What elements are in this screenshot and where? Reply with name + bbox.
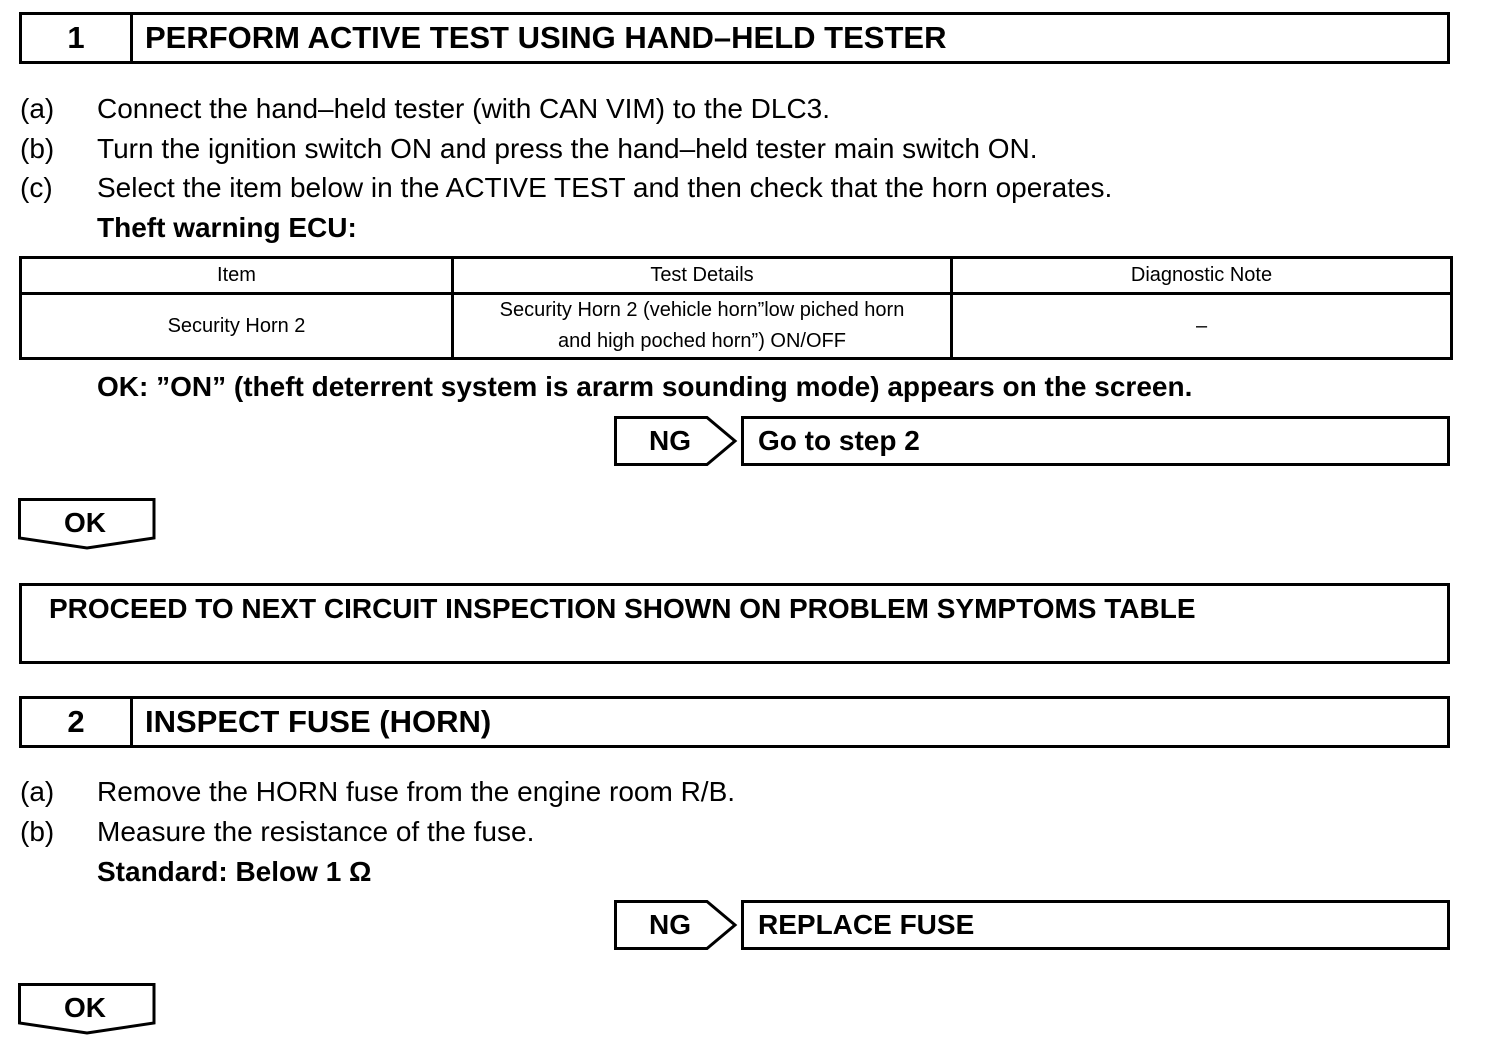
table-header-row [21, 258, 1452, 294]
step-1-label-c: (c) [20, 172, 53, 203]
step-1-ng-label: NG [649, 425, 691, 456]
step-2-ok-label: OK [64, 992, 106, 1023]
step-1-header [19, 12, 1450, 64]
step-2-number: 2 [22, 699, 133, 745]
table-cell-diagnostic-note: – [952, 294, 1452, 359]
step-2-instruction-a: Remove the HORN fuse from the engine room R/B. [97, 776, 736, 807]
table-header-diagnostic-note: Diagnostic Note [952, 258, 1452, 294]
proceed-box: PROCEED TO NEXT CIRCUIT INSPECTION SHOWN ON PROBLEM SYMPTOMS TABLE [19, 583, 1450, 664]
test-details-line-1: Security Horn 2 (vehicle horn”low piched horn [499, 299, 905, 321]
step-1-ng-result: Go to step 2 [741, 416, 1450, 466]
step-1-title: PERFORM ACTIVE TEST USING HAND–HELD TESTER [145, 20, 947, 55]
table-cell-test-details [453, 294, 952, 359]
table-header-item: Item [21, 258, 453, 294]
active-test-table [19, 256, 1453, 360]
step-2-header [19, 696, 1450, 748]
ok-condition: OK: ”ON” (theft deterrent system is ararm sounding mode) appears on the screen. [97, 371, 1193, 402]
table-header-test-details: Test Details [453, 258, 952, 294]
step-2-ng-result: REPLACE FUSE [741, 900, 1450, 950]
table-row [21, 294, 1452, 359]
step-1-ok-label: OK [64, 507, 106, 538]
step-2-instruction-b: Measure the resistance of the fuse. [97, 816, 535, 847]
step-1-label-a: (a) [20, 93, 55, 124]
step-2-ng-label: NG [649, 909, 691, 940]
step-1-instruction-a: Connect the hand–held tester (with CAN VIM) to the DLC3. [97, 93, 831, 124]
step-2-label-a: (a) [20, 776, 55, 807]
step-2-title: INSPECT FUSE (HORN) [145, 704, 492, 739]
step-1-instruction-b: Turn the ignition switch ON and press the hand–held tester main switch ON. [97, 133, 1038, 164]
step-1-label-b: (b) [20, 133, 55, 164]
step-1-number: 1 [22, 15, 133, 61]
step-2-label-b: (b) [20, 816, 55, 847]
ecu-subheading: Theft warning ECU: [97, 212, 357, 243]
table-cell-item: Security Horn 2 [21, 294, 453, 359]
standard-value: Standard: Below 1 Ω [97, 856, 372, 887]
test-details-line-2: and high poched horn”) ON/OFF [558, 330, 846, 352]
step-1-instruction-c: Select the item below in the ACTIVE TEST and then check that the horn operates. [97, 172, 1113, 203]
